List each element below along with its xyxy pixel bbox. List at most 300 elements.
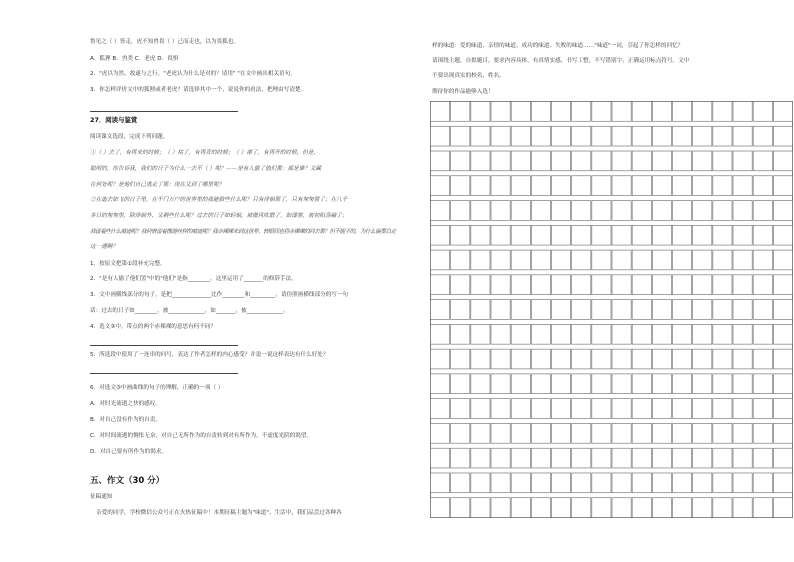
grid-cell[interactable] — [652, 176, 671, 196]
grid-cell[interactable] — [592, 473, 611, 493]
grid-cell[interactable] — [431, 300, 450, 320]
grid-cell[interactable] — [753, 250, 772, 270]
grid-cell[interactable] — [511, 448, 530, 468]
grid-cell[interactable] — [431, 151, 450, 171]
grid-cell[interactable] — [491, 225, 510, 245]
grid-cell[interactable] — [632, 250, 651, 270]
grid-cell[interactable] — [552, 324, 571, 344]
grid-cell[interactable] — [531, 374, 550, 394]
grid-cell[interactable] — [471, 300, 490, 320]
grid-cell[interactable] — [733, 448, 752, 468]
grid-cell[interactable] — [592, 275, 611, 295]
grid-cell[interactable] — [431, 448, 450, 468]
grid-cell[interactable] — [773, 324, 792, 344]
grid-cell[interactable] — [471, 399, 490, 419]
grid-cell[interactable] — [733, 151, 752, 171]
grid-cell[interactable] — [632, 423, 651, 443]
grid-cell[interactable] — [753, 225, 772, 245]
grid-cell[interactable] — [713, 176, 732, 196]
grid-cell[interactable] — [753, 102, 772, 122]
grid-cell[interactable] — [451, 349, 470, 369]
grid-cell[interactable] — [773, 176, 792, 196]
grid-cell[interactable] — [713, 349, 732, 369]
grid-cell[interactable] — [511, 473, 530, 493]
grid-cell[interactable] — [632, 102, 651, 122]
grid-cell[interactable] — [612, 225, 631, 245]
grid-cell[interactable] — [693, 399, 712, 419]
grid-cell[interactable] — [552, 349, 571, 369]
grid-cell[interactable] — [693, 176, 712, 196]
grid-cell[interactable] — [632, 399, 651, 419]
grid-cell[interactable] — [632, 374, 651, 394]
grid-cell[interactable] — [713, 448, 732, 468]
grid-cell[interactable] — [733, 300, 752, 320]
grid-cell[interactable] — [652, 374, 671, 394]
grid-cell[interactable] — [673, 151, 692, 171]
grid-cell[interactable] — [713, 399, 732, 419]
grid-cell[interactable] — [632, 349, 651, 369]
grid-cell[interactable] — [592, 300, 611, 320]
grid-cell[interactable] — [431, 102, 450, 122]
grid-cell[interactable] — [713, 151, 732, 171]
grid-cell[interactable] — [431, 126, 450, 146]
grid-cell[interactable] — [673, 300, 692, 320]
grid-cell[interactable] — [451, 448, 470, 468]
grid-cell[interactable] — [431, 399, 450, 419]
grid-cell[interactable] — [612, 448, 631, 468]
grid-cell[interactable] — [693, 498, 712, 518]
grid-cell[interactable] — [592, 151, 611, 171]
grid-cell[interactable] — [451, 399, 470, 419]
grid-cell[interactable] — [451, 324, 470, 344]
grid-cell[interactable] — [693, 324, 712, 344]
grid-cell[interactable] — [511, 349, 530, 369]
grid-cell[interactable] — [511, 176, 530, 196]
grid-cell[interactable] — [652, 399, 671, 419]
grid-cell[interactable] — [612, 275, 631, 295]
grid-cell[interactable] — [511, 201, 530, 221]
grid-cell[interactable] — [451, 225, 470, 245]
grid-cell[interactable] — [552, 201, 571, 221]
grid-cell[interactable] — [693, 225, 712, 245]
grid-cell[interactable] — [733, 250, 752, 270]
grid-cell[interactable] — [652, 448, 671, 468]
grid-cell[interactable] — [632, 176, 651, 196]
grid-cell[interactable] — [673, 102, 692, 122]
grid-cell[interactable] — [713, 102, 732, 122]
grid-cell[interactable] — [733, 349, 752, 369]
grid-cell[interactable] — [733, 324, 752, 344]
grid-cell[interactable] — [511, 126, 530, 146]
grid-cell[interactable] — [471, 126, 490, 146]
grid-cell[interactable] — [451, 102, 470, 122]
grid-cell[interactable] — [652, 349, 671, 369]
grid-cell[interactable] — [693, 300, 712, 320]
grid-cell[interactable] — [673, 275, 692, 295]
grid-cell[interactable] — [753, 473, 772, 493]
grid-cell[interactable] — [652, 102, 671, 122]
grid-cell[interactable] — [713, 201, 732, 221]
grid-cell[interactable] — [592, 250, 611, 270]
grid-cell[interactable] — [652, 151, 671, 171]
grid-cell[interactable] — [431, 201, 450, 221]
grid-cell[interactable] — [451, 250, 470, 270]
grid-cell[interactable] — [451, 126, 470, 146]
grid-cell[interactable] — [431, 176, 450, 196]
grid-cell[interactable] — [773, 300, 792, 320]
grid-cell[interactable] — [431, 275, 450, 295]
grid-cell[interactable] — [652, 423, 671, 443]
grid-cell[interactable] — [531, 473, 550, 493]
grid-cell[interactable] — [612, 102, 631, 122]
grid-cell[interactable] — [451, 176, 470, 196]
grid-cell[interactable] — [773, 250, 792, 270]
grid-cell[interactable] — [733, 423, 752, 443]
grid-cell[interactable] — [471, 498, 490, 518]
grid-cell[interactable] — [673, 126, 692, 146]
grid-cell[interactable] — [491, 349, 510, 369]
grid-cell[interactable] — [451, 300, 470, 320]
grid-cell[interactable] — [471, 473, 490, 493]
grid-cell[interactable] — [652, 300, 671, 320]
grid-cell[interactable] — [531, 448, 550, 468]
grid-cell[interactable] — [531, 176, 550, 196]
grid-cell[interactable] — [612, 126, 631, 146]
grid-cell[interactable] — [511, 324, 530, 344]
grid-cell[interactable] — [491, 250, 510, 270]
grid-cell[interactable] — [592, 225, 611, 245]
grid-cell[interactable] — [431, 250, 450, 270]
grid-cell[interactable] — [471, 102, 490, 122]
grid-cell[interactable] — [713, 498, 732, 518]
grid-cell[interactable] — [713, 423, 732, 443]
grid-cell[interactable] — [632, 126, 651, 146]
grid-cell[interactable] — [693, 349, 712, 369]
grid-cell[interactable] — [673, 399, 692, 419]
grid-cell[interactable] — [612, 399, 631, 419]
grid-cell[interactable] — [471, 225, 490, 245]
grid-cell[interactable] — [632, 275, 651, 295]
grid-cell[interactable] — [511, 250, 530, 270]
grid-cell[interactable] — [673, 423, 692, 443]
grid-cell[interactable] — [612, 374, 631, 394]
grid-cell[interactable] — [612, 176, 631, 196]
grid-cell[interactable] — [471, 374, 490, 394]
grid-cell[interactable] — [773, 448, 792, 468]
grid-cell[interactable] — [552, 102, 571, 122]
grid-cell[interactable] — [531, 102, 550, 122]
grid-cell[interactable] — [531, 399, 550, 419]
grid-cell[interactable] — [572, 399, 591, 419]
grid-cell[interactable] — [552, 151, 571, 171]
grid-cell[interactable] — [531, 126, 550, 146]
grid-cell[interactable] — [713, 374, 732, 394]
grid-cell[interactable] — [652, 225, 671, 245]
grid-cell[interactable] — [632, 324, 651, 344]
grid-cell[interactable] — [592, 126, 611, 146]
grid-cell[interactable] — [612, 324, 631, 344]
grid-cell[interactable] — [471, 151, 490, 171]
grid-cell[interactable] — [693, 374, 712, 394]
grid-cell[interactable] — [511, 374, 530, 394]
grid-cell[interactable] — [693, 126, 712, 146]
grid-cell[interactable] — [673, 498, 692, 518]
grid-cell[interactable] — [632, 473, 651, 493]
grid-cell[interactable] — [491, 473, 510, 493]
grid-cell[interactable] — [431, 324, 450, 344]
grid-cell[interactable] — [632, 201, 651, 221]
grid-cell[interactable] — [491, 498, 510, 518]
grid-cell[interactable] — [552, 374, 571, 394]
grid-cell[interactable] — [572, 448, 591, 468]
grid-cell[interactable] — [733, 201, 752, 221]
grid-cell[interactable] — [531, 300, 550, 320]
grid-cell[interactable] — [511, 399, 530, 419]
grid-cell[interactable] — [531, 498, 550, 518]
grid-cell[interactable] — [773, 126, 792, 146]
grid-cell[interactable] — [491, 126, 510, 146]
grid-cell[interactable] — [511, 102, 530, 122]
grid-cell[interactable] — [592, 324, 611, 344]
grid-cell[interactable] — [552, 176, 571, 196]
grid-cell[interactable] — [753, 448, 772, 468]
grid-cell[interactable] — [552, 448, 571, 468]
grid-cell[interactable] — [673, 448, 692, 468]
grid-cell[interactable] — [592, 201, 611, 221]
grid-cell[interactable] — [693, 151, 712, 171]
grid-cell[interactable] — [471, 250, 490, 270]
grid-cell[interactable] — [753, 374, 772, 394]
grid-cell[interactable] — [693, 201, 712, 221]
grid-cell[interactable] — [773, 151, 792, 171]
grid-cell[interactable] — [531, 349, 550, 369]
grid-cell[interactable] — [753, 300, 772, 320]
grid-cell[interactable] — [652, 324, 671, 344]
grid-cell[interactable] — [612, 349, 631, 369]
grid-cell[interactable] — [693, 102, 712, 122]
grid-cell[interactable] — [511, 423, 530, 443]
grid-cell[interactable] — [652, 126, 671, 146]
grid-cell[interactable] — [531, 275, 550, 295]
grid-cell[interactable] — [431, 473, 450, 493]
grid-cell[interactable] — [531, 201, 550, 221]
grid-cell[interactable] — [713, 225, 732, 245]
grid-cell[interactable] — [572, 473, 591, 493]
grid-cell[interactable] — [451, 473, 470, 493]
grid-cell[interactable] — [753, 275, 772, 295]
grid-cell[interactable] — [491, 399, 510, 419]
grid-cell[interactable] — [531, 250, 550, 270]
grid-cell[interactable] — [612, 473, 631, 493]
grid-cell[interactable] — [451, 201, 470, 221]
grid-cell[interactable] — [491, 300, 510, 320]
grid-cell[interactable] — [773, 275, 792, 295]
grid-cell[interactable] — [431, 498, 450, 518]
grid-cell[interactable] — [773, 102, 792, 122]
grid-cell[interactable] — [733, 498, 752, 518]
grid-cell[interactable] — [431, 423, 450, 443]
grid-cell[interactable] — [753, 349, 772, 369]
grid-cell[interactable] — [451, 374, 470, 394]
grid-cell[interactable] — [673, 225, 692, 245]
grid-cell[interactable] — [632, 151, 651, 171]
grid-cell[interactable] — [632, 225, 651, 245]
grid-cell[interactable] — [552, 275, 571, 295]
grid-cell[interactable] — [431, 349, 450, 369]
grid-cell[interactable] — [572, 225, 591, 245]
grid-cell[interactable] — [491, 275, 510, 295]
grid-cell[interactable] — [592, 399, 611, 419]
grid-cell[interactable] — [733, 126, 752, 146]
grid-cell[interactable] — [652, 201, 671, 221]
grid-cell[interactable] — [733, 473, 752, 493]
grid-cell[interactable] — [673, 176, 692, 196]
grid-cell[interactable] — [491, 324, 510, 344]
grid-cell[interactable] — [572, 498, 591, 518]
grid-cell[interactable] — [491, 176, 510, 196]
grid-cell[interactable] — [773, 423, 792, 443]
grid-cell[interactable] — [572, 176, 591, 196]
grid-cell[interactable] — [511, 498, 530, 518]
grid-cell[interactable] — [431, 225, 450, 245]
grid-cell[interactable] — [713, 324, 732, 344]
grid-cell[interactable] — [451, 151, 470, 171]
grid-cell[interactable] — [572, 423, 591, 443]
grid-cell[interactable] — [471, 176, 490, 196]
grid-cell[interactable] — [531, 225, 550, 245]
grid-cell[interactable] — [713, 250, 732, 270]
grid-cell[interactable] — [753, 151, 772, 171]
grid-cell[interactable] — [552, 250, 571, 270]
grid-cell[interactable] — [733, 102, 752, 122]
grid-cell[interactable] — [733, 225, 752, 245]
grid-cell[interactable] — [773, 399, 792, 419]
grid-cell[interactable] — [491, 448, 510, 468]
grid-cell[interactable] — [652, 250, 671, 270]
grid-cell[interactable] — [552, 225, 571, 245]
grid-cell[interactable] — [451, 423, 470, 443]
grid-cell[interactable] — [693, 473, 712, 493]
composition-writing-grid[interactable] — [430, 101, 793, 518]
grid-cell[interactable] — [592, 423, 611, 443]
grid-cell[interactable] — [713, 275, 732, 295]
grid-cell[interactable] — [693, 275, 712, 295]
grid-cell[interactable] — [693, 250, 712, 270]
grid-cell[interactable] — [511, 300, 530, 320]
grid-cell[interactable] — [612, 300, 631, 320]
grid-cell[interactable] — [592, 349, 611, 369]
grid-cell[interactable] — [753, 399, 772, 419]
grid-cell[interactable] — [572, 126, 591, 146]
grid-cell[interactable] — [592, 498, 611, 518]
grid-cell[interactable] — [612, 498, 631, 518]
grid-cell[interactable] — [471, 349, 490, 369]
grid-cell[interactable] — [773, 201, 792, 221]
grid-cell[interactable] — [572, 324, 591, 344]
grid-cell[interactable] — [451, 275, 470, 295]
grid-cell[interactable] — [612, 201, 631, 221]
grid-cell[interactable] — [531, 423, 550, 443]
grid-cell[interactable] — [612, 423, 631, 443]
grid-cell[interactable] — [572, 275, 591, 295]
grid-cell[interactable] — [713, 473, 732, 493]
grid-cell[interactable] — [612, 151, 631, 171]
grid-cell[interactable] — [491, 374, 510, 394]
grid-cell[interactable] — [733, 399, 752, 419]
grid-cell[interactable] — [632, 300, 651, 320]
grid-cell[interactable] — [572, 151, 591, 171]
grid-cell[interactable] — [753, 201, 772, 221]
grid-cell[interactable] — [673, 324, 692, 344]
grid-cell[interactable] — [592, 448, 611, 468]
grid-cell[interactable] — [652, 473, 671, 493]
grid-cell[interactable] — [632, 498, 651, 518]
grid-cell[interactable] — [471, 201, 490, 221]
grid-cell[interactable] — [773, 498, 792, 518]
grid-cell[interactable] — [511, 275, 530, 295]
grid-cell[interactable] — [431, 374, 450, 394]
grid-cell[interactable] — [773, 473, 792, 493]
grid-cell[interactable] — [592, 102, 611, 122]
grid-cell[interactable] — [753, 423, 772, 443]
grid-cell[interactable] — [632, 448, 651, 468]
grid-cell[interactable] — [773, 374, 792, 394]
grid-cell[interactable] — [471, 275, 490, 295]
grid-cell[interactable] — [673, 349, 692, 369]
grid-cell[interactable] — [552, 126, 571, 146]
grid-cell[interactable] — [491, 423, 510, 443]
grid-cell[interactable] — [511, 151, 530, 171]
grid-cell[interactable] — [673, 250, 692, 270]
grid-cell[interactable] — [572, 374, 591, 394]
grid-cell[interactable] — [572, 102, 591, 122]
grid-cell[interactable] — [471, 423, 490, 443]
grid-cell[interactable] — [572, 201, 591, 221]
grid-cell[interactable] — [572, 250, 591, 270]
grid-cell[interactable] — [773, 225, 792, 245]
grid-cell[interactable] — [673, 201, 692, 221]
grid-cell[interactable] — [753, 126, 772, 146]
grid-cell[interactable] — [531, 324, 550, 344]
grid-cell[interactable] — [713, 300, 732, 320]
grid-cell[interactable] — [552, 399, 571, 419]
grid-cell[interactable] — [511, 225, 530, 245]
grid-cell[interactable] — [592, 374, 611, 394]
grid-cell[interactable] — [673, 374, 692, 394]
grid-cell[interactable] — [491, 151, 510, 171]
grid-cell[interactable] — [753, 498, 772, 518]
grid-cell[interactable] — [652, 498, 671, 518]
grid-cell[interactable] — [451, 498, 470, 518]
grid-cell[interactable] — [572, 300, 591, 320]
grid-cell[interactable] — [733, 275, 752, 295]
grid-cell[interactable] — [491, 201, 510, 221]
grid-cell[interactable] — [552, 473, 571, 493]
grid-cell[interactable] — [491, 102, 510, 122]
grid-cell[interactable] — [713, 126, 732, 146]
grid-cell[interactable] — [652, 275, 671, 295]
grid-cell[interactable] — [753, 324, 772, 344]
grid-cell[interactable] — [592, 176, 611, 196]
grid-cell[interactable] — [693, 423, 712, 443]
grid-cell[interactable] — [471, 324, 490, 344]
grid-cell[interactable] — [531, 151, 550, 171]
grid-cell[interactable] — [733, 176, 752, 196]
grid-cell[interactable] — [471, 448, 490, 468]
grid-cell[interactable] — [673, 473, 692, 493]
grid-cell[interactable] — [753, 176, 772, 196]
grid-cell[interactable] — [552, 300, 571, 320]
